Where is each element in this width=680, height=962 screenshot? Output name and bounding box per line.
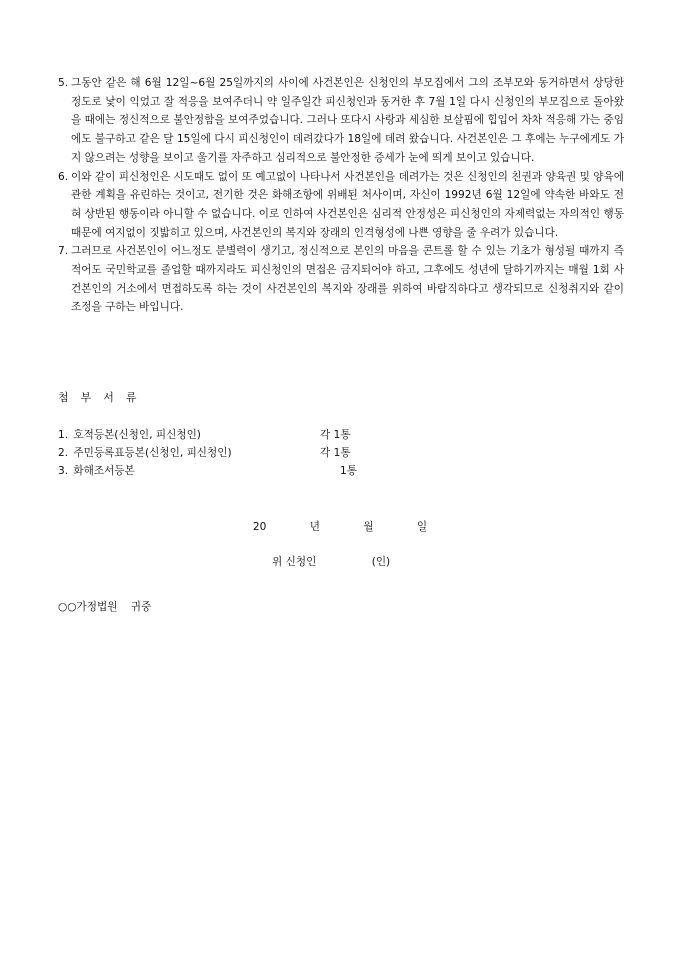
seal-mark: (인)	[371, 556, 391, 568]
attachment-row	[58, 445, 368, 461]
date-year: 20	[252, 521, 267, 533]
item-number: 5.	[58, 77, 69, 89]
attachment-number: 3.	[58, 465, 69, 477]
item-text: 이와 같이 피신청인은 시도때도 없이 또 예고없이 나타나서 사건본인을 데려가는 것은 신청인의 친권과 양육권 및 양육에 관한 계획을 유린하는 것이고, 전기한 것은 화해조항에 위배된 처사이며, 자신이 1992년 6월 12일에 약속한 바와도 전혀 상반된 행동이라 아니할 수 없습니다. 이로 인하여 사건본인은 심리적 안정성은 피신청인의 자제력없는 자의적인 행동 때문에 여지없이 짓밟히고 있으며, 사건본인의 복지와 장래의 인격형성에 나쁜 영향을 줄 우려가 있습니다.	[71, 170, 624, 239]
attachment-name: 호적등본(신청인, 피신청인)	[73, 429, 201, 441]
item-number: 6.	[58, 170, 69, 183]
signer-line	[272, 554, 390, 569]
date-year-label: 년	[309, 521, 320, 533]
court-name: ○○가정법원	[58, 601, 118, 613]
item-number: 7.	[58, 245, 69, 258]
item-text: 그러므로 사건본인이 어느정도 분별력이 생기고, 정신적으로 본인의 마음을 콘트롤 할 수 있는 기초가 형성될 때까지 즉 적어도 국민학교를 졸업할 때까지라도 피신청인의 면접은 금지되어야 하고, 그후에도 성년에 달하기까지는 매월 1회 사건본인의 거소에서 면접하도록 하는 것이 사건본인의 복지와 장래를 위하여 바람직하다고 생각되므로 신청취지와 같이 조정을 구하는 바입니다.	[71, 245, 624, 314]
court-addressee	[58, 599, 151, 614]
attachment-name: 주민등록표등본(신청인, 피신청인)	[73, 447, 232, 459]
attachment-number: 2.	[58, 447, 69, 459]
court-suffix: 귀중	[130, 601, 152, 613]
date-line	[0, 519, 680, 534]
date-day-label: 일	[416, 521, 428, 533]
attachment-row	[58, 427, 368, 443]
attachment-qty: 1통	[340, 465, 357, 477]
attachment-name: 화해조서등본	[73, 465, 135, 477]
item-text: 그동안 같은 해 6월 12일~6월 25일까지의 사이에 사건본인은 신청인의 부모집에서 그의 조부모와 동거하면서 상당한 정도로 낯이 익었고 잘 적응을 보여주더니 약 일주일간 피신청인과 동거한 후 7월 1일 다시 신청인의 부모집으로 돌아왔을 때에는 정신적으로 불안정함을 보여주었습니다. 그러나 또다시 사랑과 세심한 보살핌에 힙입어 차차 적응해 가는 중임에도 불구하고 같은 달 15일에 다시 피신청인이 데려갔다가 18일에 데려 왔습니다. 사건본인은 그 후에는 누구에게도 가지 않으려는 성향을 보이고 울기를 자주하고 심리적으로 불안정한 증세가 눈에 띄게 보이고 있습니다.	[71, 77, 624, 164]
attachment-qty: 각 1통	[320, 429, 351, 441]
attachment-qty: 각 1통	[320, 447, 351, 459]
signer-label: 위 신청인	[272, 556, 317, 568]
attachments-heading: 첨부서류	[58, 391, 149, 404]
list-item	[58, 168, 624, 243]
list-item	[58, 242, 624, 317]
list-item	[58, 74, 624, 168]
attachment-row	[58, 463, 368, 479]
body-items	[58, 74, 624, 317]
attachment-number: 1.	[58, 429, 69, 441]
date-month-label: 월	[363, 521, 374, 533]
